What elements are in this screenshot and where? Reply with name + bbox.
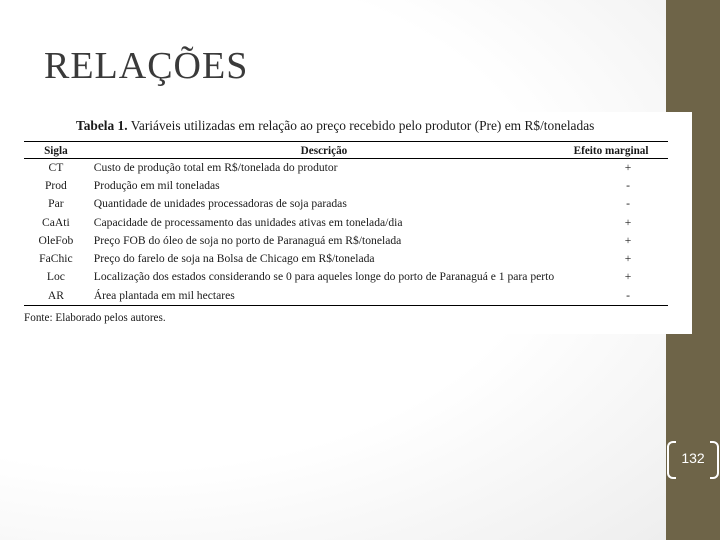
- table-figure: [20, 112, 692, 334]
- right-bracket-icon: [710, 441, 719, 479]
- table-row: [24, 213, 668, 231]
- table-caption-label: Tabela 1.: [76, 118, 128, 133]
- cell-descricao: Custo de produção total em R$/tonelada do produtor: [93, 160, 338, 174]
- table-row: [24, 195, 668, 213]
- page-number-badge: [667, 441, 719, 477]
- cell-descricao: Preço FOB do óleo de soja no porto de Paranaguá em R$/tonelada: [93, 233, 402, 247]
- cell-descricao: Capacidade de processamento das unidades ativas em tonelada/dia: [93, 215, 403, 229]
- cell-efeito: -: [626, 288, 631, 302]
- cell-efeito: +: [624, 270, 632, 284]
- table-row: [24, 249, 668, 267]
- cell-efeito: +: [624, 233, 632, 247]
- cell-efeito: -: [626, 197, 631, 211]
- cell-sigla: Par: [48, 197, 64, 211]
- cell-sigla: CaAti: [42, 215, 70, 229]
- cell-sigla: Loc: [46, 270, 65, 284]
- table-caption: [76, 118, 594, 134]
- header-efeito-marginal: Efeito marginal: [573, 144, 649, 157]
- cell-descricao: Preço do farelo de soja na Bolsa de Chicago em R$/tonelada: [93, 252, 375, 266]
- table-row: [24, 268, 668, 286]
- header-sigla: Sigla: [44, 144, 68, 157]
- table-caption-text: Variáveis utilizadas em relação ao preço recebido pelo produtor (Pre) em R$/toneladas: [130, 118, 595, 133]
- header-descricao: Descrição: [300, 144, 348, 157]
- cell-efeito: -: [626, 178, 631, 192]
- table-header-row: [24, 143, 668, 158]
- cell-descricao: Área plantada em mil hectares: [93, 288, 235, 302]
- cell-efeito: +: [624, 252, 632, 266]
- slide-title: RELAÇÕES: [44, 45, 249, 87]
- cell-descricao: Produção em mil toneladas: [93, 178, 220, 192]
- cell-sigla: AR: [47, 288, 64, 302]
- cell-efeito: +: [624, 160, 632, 174]
- cell-sigla: OleFob: [38, 233, 74, 247]
- cell-efeito: +: [624, 215, 632, 229]
- table-source-note: Fonte: Elaborado pelos autores.: [24, 312, 166, 324]
- table-top-rule: [24, 141, 668, 142]
- cell-sigla: Prod: [44, 178, 67, 192]
- table-row: [24, 158, 668, 176]
- cell-sigla: CT: [48, 160, 64, 174]
- table-row: [24, 231, 668, 249]
- cell-descricao: Localização dos estados considerando se 0 para aqueles longe do porto de Paranaguá e 1 para perto: [93, 270, 555, 284]
- cell-sigla: FaChic: [39, 252, 73, 266]
- table-bottom-rule: [24, 305, 668, 306]
- cell-descricao: Quantidade de unidades processadoras de soja paradas: [93, 197, 347, 211]
- page-number: 132: [681, 450, 705, 466]
- variables-table: [24, 143, 668, 304]
- table-row: [24, 286, 668, 304]
- table-row: [24, 176, 668, 194]
